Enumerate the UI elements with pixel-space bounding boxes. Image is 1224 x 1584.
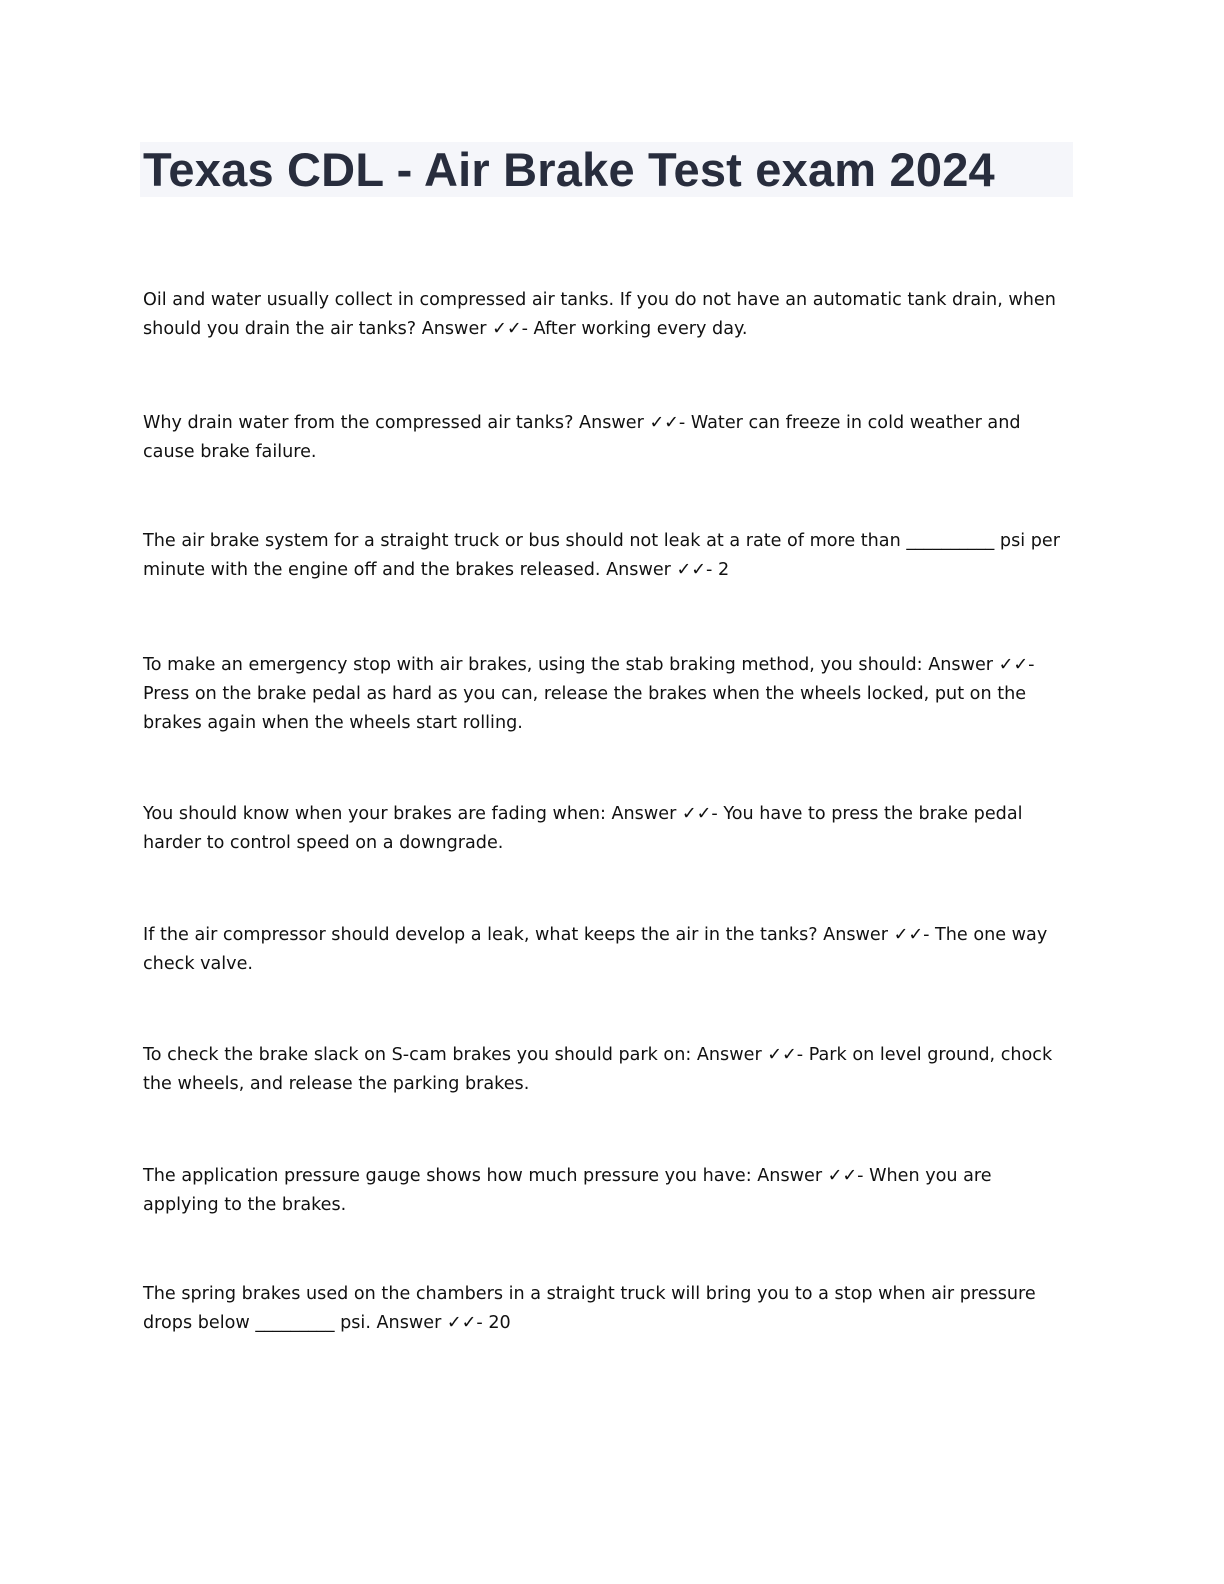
qa-item-4 bbox=[143, 651, 1063, 738]
document-title: Texas CDL - Air Brake Test exam 2024 bbox=[143, 143, 995, 196]
answer-label: Answer bbox=[928, 655, 994, 675]
answer-label: Answer bbox=[611, 804, 677, 824]
answer-label: Answer bbox=[696, 1045, 762, 1065]
qa-item-1 bbox=[143, 286, 1063, 344]
qa-item-3 bbox=[143, 527, 1063, 585]
double-check-icon: ✓✓ bbox=[649, 413, 679, 433]
question-text: The application pressure gauge shows how much pressure you have: bbox=[143, 1166, 752, 1186]
answer-text: - When you are applying to the brakes. bbox=[143, 1166, 992, 1215]
answer-text: - 2 bbox=[706, 560, 730, 580]
question-text: The air brake system for a straight truck or bus should not leak at a rate of more than __________ psi per minute with the engine off and the brakes released. bbox=[143, 531, 1060, 580]
answer-label: Answer bbox=[606, 560, 671, 580]
double-check-icon: ✓✓ bbox=[681, 804, 712, 824]
answer-text: - You have to press the brake pedal harder to control speed on a downgrade. bbox=[143, 804, 1023, 853]
double-check-icon: ✓✓ bbox=[492, 319, 522, 339]
question-text: You should know when your brakes are fading when: bbox=[143, 804, 606, 824]
answer-text: - The one way check valve. bbox=[143, 925, 1048, 974]
double-check-icon: ✓✓ bbox=[998, 655, 1029, 675]
answer-text: - After working every day. bbox=[521, 319, 748, 339]
question-text: If the air compressor should develop a leak, what keeps the air in the tanks? bbox=[143, 925, 818, 945]
answer-label: Answer bbox=[579, 413, 644, 433]
answer-text: - Water can freeze in cold weather and cause brake failure. bbox=[143, 413, 1021, 462]
qa-item-8 bbox=[143, 1162, 1063, 1220]
answer-text: - Park on level ground, chock the wheels, and release the parking brakes. bbox=[143, 1045, 1053, 1094]
double-check-icon: ✓✓ bbox=[767, 1045, 797, 1065]
answer-label: Answer bbox=[823, 925, 888, 945]
qa-item-2 bbox=[143, 409, 1063, 467]
double-check-icon: ✓✓ bbox=[446, 1313, 477, 1333]
double-check-icon: ✓✓ bbox=[827, 1166, 858, 1186]
answer-label: Answer bbox=[376, 1313, 442, 1333]
qa-item-7 bbox=[143, 1041, 1063, 1099]
qa-item-5 bbox=[143, 800, 1063, 858]
answer-text: - 20 bbox=[476, 1313, 511, 1333]
double-check-icon: ✓✓ bbox=[893, 925, 924, 945]
question-text: The spring brakes used on the chambers in a straight truck will bring you to a stop when air pressure drops below _________ psi. bbox=[143, 1284, 1036, 1333]
question-text: Oil and water usually collect in compressed air tanks. If you do not have an automatic tank drain, when should you drain the air tanks? bbox=[143, 290, 1056, 339]
qa-item-9 bbox=[143, 1280, 1063, 1338]
double-check-icon: ✓✓ bbox=[676, 560, 706, 580]
answer-text: - Press on the brake pedal as hard as you can, release the brakes when the wheels locked, put on the brakes again when the wheels start rolling. bbox=[143, 655, 1035, 733]
question-text: To make an emergency stop with air brakes, using the stab braking method, you should: bbox=[143, 655, 923, 675]
answer-label: Answer bbox=[757, 1166, 823, 1186]
question-text: To check the brake slack on S-cam brakes you should park on: bbox=[143, 1045, 692, 1065]
question-text: Why drain water from the compressed air tanks? bbox=[143, 413, 574, 433]
answer-label: Answer bbox=[421, 319, 487, 339]
qa-item-6 bbox=[143, 921, 1063, 979]
